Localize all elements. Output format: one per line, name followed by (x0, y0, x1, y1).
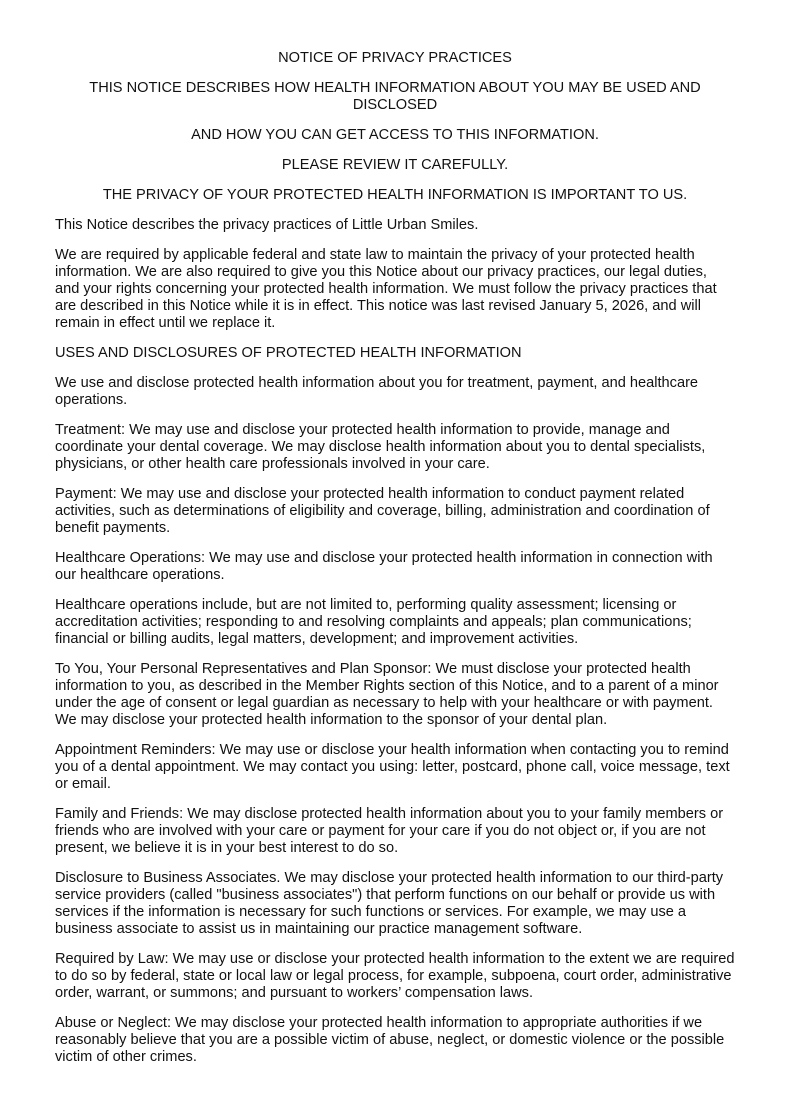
abuse-neglect-paragraph: Abuse or Neglect: We may disclose your protected health information to appropriate authorities if we reasonably believe that you are a possible victim of abuse, neglect, or domestic violence or the possible victim of other crimes. (55, 1015, 725, 1065)
to-you-paragraph: To You, Your Personal Representatives and Plan Sponsor: We must disclose your protected health information to you, as described in the Member Rights section of this Notice, and to a parent of a minor under the age of consent or legal guardian as necessary to help with your healthcare or with payment. We may disclose your protected health information to the sponsor of your dental plan. (55, 661, 719, 728)
document-title: NOTICE OF PRIVACY PRACTICES (278, 50, 512, 66)
operations-paragraph: Healthcare Operations: We may use and disclose your protected health information in connection with our healthcare operations. (55, 550, 713, 583)
payment-paragraph: Payment: We may use and disclose your protected health information to conduct payment related activities, such as determinations of eligibility and coverage, billing, administration and coordination of benefit payments. (55, 486, 710, 536)
notice-describes-line: THIS NOTICE DESCRIBES HOW HEALTH INFORMATION ABOUT YOU MAY BE USED AND DISCLOSED (89, 80, 701, 113)
section-heading: USES AND DISCLOSURES OF PROTECTED HEALTH INFORMATION (55, 345, 522, 361)
treatment-paragraph: Treatment: We may use and disclose your protected health information to provide, manage and coordinate your dental coverage. We may disclose health information about you to dental specialists, physicians, or other health care professionals involved in your care. (55, 422, 706, 472)
review-line: PLEASE REVIEW IT CAREFULLY. (281, 157, 509, 173)
access-line: AND HOW YOU CAN GET ACCESS TO THIS INFORMATION. (191, 127, 599, 143)
business-associates-paragraph: Disclosure to Business Associates. We may disclose your protected health information to our third-party service providers (called "business associates") that perform functions on our behalf or provide us with services if the information is necessary for such functions or services. For example, we may use a business associate to assist us in maintaining our practice management software. (55, 870, 724, 937)
family-paragraph: Family and Friends: We may disclose protected health information about you to your family members or friends who are involved with your care or payment for your care if you do not object or, if you are not present, we believe it is in your best interest to do so. (55, 806, 724, 856)
required-by-law-paragraph: Required by Law: We may use or disclose your protected health information to the extent we are required to do so by federal, state or local law or legal process, for example, subpoena, court order, administrative order, warrant, or summons; and pursuant to workers’ compensation laws. (55, 951, 735, 1001)
intro-paragraph: This Notice describes the privacy practices of Little Urban Smiles. (55, 217, 479, 233)
uses-intro-paragraph: We use and disclose protected health information about you for treatment, payment, and healthcare operations. (55, 375, 699, 408)
operations-detail-paragraph: Healthcare operations include, but are not limited to, performing quality assessment; licensing or accreditation activities; responding to and resolving complaints and appeals; plan communications; financial or billing audits, legal matters, development; and improvement activities. (55, 597, 692, 647)
privacy-important-line: THE PRIVACY OF YOUR PROTECTED HEALTH INFORMATION IS IMPORTANT TO US. (102, 187, 688, 203)
required-paragraph: We are required by applicable federal and state law to maintain the privacy of your protected health information. We are also required to give you this Notice about our privacy practices, our legal duties, and your rights concerning your protected health information. We must follow the privacy practices that are described in this Notice while it is in effect. This notice was last revised January 5, 2026, and will remain in effect until we replace it. (55, 247, 717, 331)
reminders-paragraph: Appointment Reminders: We may use or disclose your health information when contacting you to remind you of a dental appointment. We may contact you using: letter, postcard, phone call, voice message, text or email. (55, 742, 730, 792)
